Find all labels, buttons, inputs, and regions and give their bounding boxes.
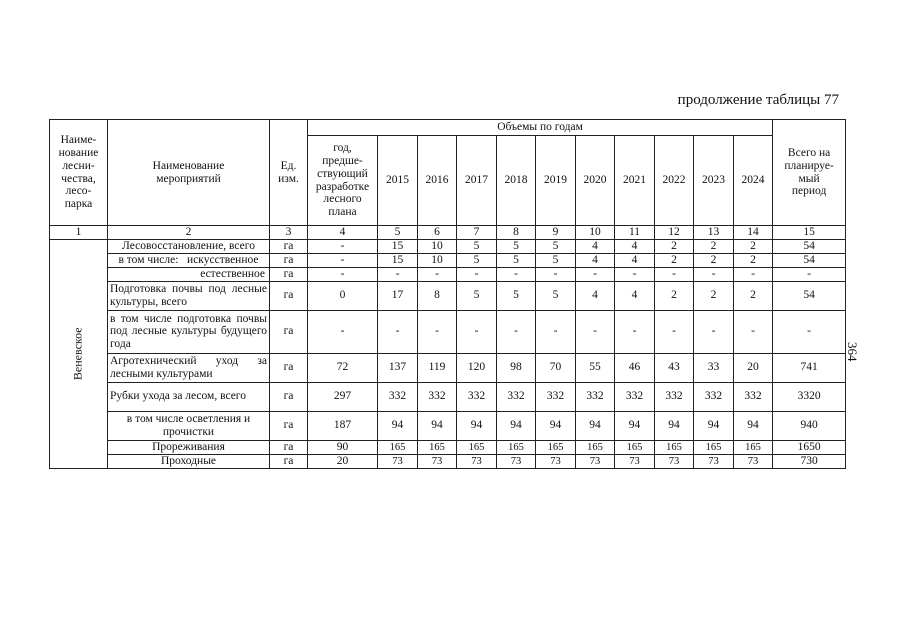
total-cell: 1650 — [773, 440, 846, 454]
total-cell: 54 — [773, 281, 846, 310]
total-cell: - — [773, 267, 846, 281]
year-value: 332 — [536, 382, 576, 411]
year-value: 5 — [536, 239, 576, 253]
column-number: 4 — [308, 226, 378, 240]
column-number-row — [50, 226, 846, 240]
total-cell: 54 — [773, 253, 846, 267]
forestry-name-cell — [50, 239, 108, 468]
year-value: - — [536, 267, 576, 281]
year-value: 2 — [734, 281, 773, 310]
year-value: 5 — [536, 281, 576, 310]
year-value: 4 — [576, 253, 615, 267]
year-value: - — [694, 310, 734, 353]
year-value: 73 — [536, 454, 576, 468]
year-value: 94 — [615, 411, 655, 440]
activity-name: естественное — [108, 267, 270, 281]
year-value: - — [457, 267, 497, 281]
prev-year-cell: 187 — [308, 411, 378, 440]
header-year: 2017 — [457, 136, 497, 226]
page-number: 364 — [845, 342, 860, 362]
year-value: 119 — [418, 353, 457, 382]
year-value: 332 — [694, 382, 734, 411]
year-value: 17 — [378, 281, 418, 310]
unit-cell: га — [270, 239, 308, 253]
year-value: 2 — [694, 281, 734, 310]
year-value: 4 — [615, 253, 655, 267]
year-value: 332 — [576, 382, 615, 411]
prev-year-cell: - — [308, 267, 378, 281]
table-row — [50, 411, 846, 440]
year-value: 20 — [734, 353, 773, 382]
year-value: 4 — [615, 239, 655, 253]
year-value: 2 — [655, 281, 694, 310]
year-value: 332 — [734, 382, 773, 411]
year-value: 94 — [457, 411, 497, 440]
year-value: 15 — [378, 239, 418, 253]
year-value: 94 — [734, 411, 773, 440]
total-cell: 3320 — [773, 382, 846, 411]
year-value: 10 — [418, 239, 457, 253]
year-value: 73 — [655, 454, 694, 468]
year-value: 73 — [457, 454, 497, 468]
column-number: 13 — [694, 226, 734, 240]
year-value: 94 — [536, 411, 576, 440]
header-unit: Ед. изм. — [270, 120, 308, 226]
column-number: 1 — [50, 226, 108, 240]
year-value: - — [655, 267, 694, 281]
year-value: - — [497, 267, 536, 281]
column-number: 5 — [378, 226, 418, 240]
unit-cell: га — [270, 353, 308, 382]
year-value: 120 — [457, 353, 497, 382]
year-value: 332 — [457, 382, 497, 411]
header-volumes-by-year: Объемы по годам — [308, 120, 773, 136]
table-row — [50, 239, 846, 253]
year-value: - — [576, 310, 615, 353]
unit-cell: га — [270, 454, 308, 468]
year-value: - — [734, 310, 773, 353]
year-value: - — [418, 267, 457, 281]
column-number: 14 — [734, 226, 773, 240]
prev-year-cell: 0 — [308, 281, 378, 310]
year-value: 2 — [655, 253, 694, 267]
column-number: 3 — [270, 226, 308, 240]
activity-name: в том числе: искусственное — [108, 253, 270, 267]
unit-cell: га — [270, 382, 308, 411]
year-value: 332 — [378, 382, 418, 411]
year-value: 8 — [418, 281, 457, 310]
total-cell: 54 — [773, 239, 846, 253]
year-value: 4 — [576, 281, 615, 310]
header-year: 2022 — [655, 136, 694, 226]
forest-activities-table — [49, 119, 846, 469]
year-value: 2 — [694, 253, 734, 267]
year-value: 2 — [655, 239, 694, 253]
prev-year-cell: - — [308, 239, 378, 253]
table-caption: продолжение таблицы 77 — [677, 92, 839, 108]
year-value: 5 — [457, 239, 497, 253]
year-value: 165 — [418, 440, 457, 454]
year-value: 73 — [576, 454, 615, 468]
year-value: 94 — [418, 411, 457, 440]
table-row — [50, 454, 846, 468]
year-value: 55 — [576, 353, 615, 382]
year-value: 332 — [418, 382, 457, 411]
year-value: 43 — [655, 353, 694, 382]
header-year: 2024 — [734, 136, 773, 226]
column-number: 7 — [457, 226, 497, 240]
year-value: 165 — [734, 440, 773, 454]
prev-year-cell: 20 — [308, 454, 378, 468]
header-total: Всего на планируе- мый период — [773, 120, 846, 226]
header-year: 2020 — [576, 136, 615, 226]
year-value: 33 — [694, 353, 734, 382]
table-row — [50, 382, 846, 411]
year-value: - — [457, 310, 497, 353]
year-value: 73 — [378, 454, 418, 468]
activity-name: Агротехнический уход за лесными культурами — [108, 353, 270, 382]
year-value: - — [734, 267, 773, 281]
year-value: - — [655, 310, 694, 353]
unit-cell: га — [270, 411, 308, 440]
header-year: 2019 — [536, 136, 576, 226]
year-value: - — [615, 267, 655, 281]
year-value: 94 — [655, 411, 694, 440]
column-number: 11 — [615, 226, 655, 240]
year-value: 5 — [457, 281, 497, 310]
year-value: 5 — [497, 253, 536, 267]
year-value: 46 — [615, 353, 655, 382]
year-value: 5 — [457, 253, 497, 267]
year-value: 165 — [457, 440, 497, 454]
year-value: 73 — [418, 454, 457, 468]
header-year: 2021 — [615, 136, 655, 226]
year-value: - — [497, 310, 536, 353]
year-value: 2 — [694, 239, 734, 253]
year-value: 165 — [615, 440, 655, 454]
table-row — [50, 281, 846, 310]
header-prev-year: год, предше- ствующий разработке лесного плана — [308, 136, 378, 226]
year-value: 94 — [694, 411, 734, 440]
activity-name: в том числе осветления и прочистки — [108, 411, 270, 440]
prev-year-cell: 72 — [308, 353, 378, 382]
header-forestry: Наиме- нование лесни- чества, лесо- парка — [50, 120, 108, 226]
activity-name: Проходные — [108, 454, 270, 468]
activity-name: Подготовка почвы под лесные культуры, всего — [108, 281, 270, 310]
unit-cell: га — [270, 440, 308, 454]
column-number: 10 — [576, 226, 615, 240]
unit-cell: га — [270, 267, 308, 281]
activity-name: Рубки ухода за лесом, всего — [108, 382, 270, 411]
year-value: 10 — [418, 253, 457, 267]
table-row — [50, 353, 846, 382]
year-value: 332 — [615, 382, 655, 411]
column-number: 8 — [497, 226, 536, 240]
total-cell: 730 — [773, 454, 846, 468]
year-value: 165 — [536, 440, 576, 454]
year-value: 4 — [576, 239, 615, 253]
year-value: - — [378, 310, 418, 353]
year-value: 94 — [497, 411, 536, 440]
year-value: 332 — [497, 382, 536, 411]
header-year: 2018 — [497, 136, 536, 226]
prev-year-cell: - — [308, 310, 378, 353]
year-value: 2 — [734, 239, 773, 253]
year-value: 4 — [615, 281, 655, 310]
total-cell: 741 — [773, 353, 846, 382]
year-value: - — [378, 267, 418, 281]
unit-cell: га — [270, 253, 308, 267]
year-value: 94 — [378, 411, 418, 440]
prev-year-cell: - — [308, 253, 378, 267]
table-row — [50, 253, 846, 267]
year-value: 73 — [694, 454, 734, 468]
column-number: 2 — [108, 226, 270, 240]
header-activity: Наименование мероприятий — [108, 120, 270, 226]
activity-name: Прореживания — [108, 440, 270, 454]
year-value: 94 — [576, 411, 615, 440]
year-value: 165 — [497, 440, 536, 454]
year-value: 73 — [615, 454, 655, 468]
year-value: 5 — [497, 281, 536, 310]
forestry-name: Веневское — [70, 327, 85, 381]
year-value: 137 — [378, 353, 418, 382]
year-value: 73 — [734, 454, 773, 468]
year-value: 70 — [536, 353, 576, 382]
header-year: 2015 — [378, 136, 418, 226]
year-value: 98 — [497, 353, 536, 382]
year-value: 165 — [694, 440, 734, 454]
header-year: 2023 — [694, 136, 734, 226]
year-value: 165 — [655, 440, 694, 454]
year-value: 5 — [536, 253, 576, 267]
unit-cell: га — [270, 310, 308, 353]
year-value: - — [576, 267, 615, 281]
prev-year-cell: 297 — [308, 382, 378, 411]
total-cell: - — [773, 310, 846, 353]
unit-cell: га — [270, 281, 308, 310]
year-value: 73 — [497, 454, 536, 468]
year-value: - — [615, 310, 655, 353]
column-number: 15 — [773, 226, 846, 240]
header-year: 2016 — [418, 136, 457, 226]
total-cell: 940 — [773, 411, 846, 440]
table-row — [50, 267, 846, 281]
year-value: 2 — [734, 253, 773, 267]
activity-name: Лесовосстановление, всего — [108, 239, 270, 253]
year-value: - — [418, 310, 457, 353]
year-value: 332 — [655, 382, 694, 411]
year-value: 5 — [497, 239, 536, 253]
year-value: 165 — [378, 440, 418, 454]
year-value: 15 — [378, 253, 418, 267]
year-value: - — [694, 267, 734, 281]
table-row — [50, 310, 846, 353]
year-value: 165 — [576, 440, 615, 454]
column-number: 6 — [418, 226, 457, 240]
year-value: - — [536, 310, 576, 353]
prev-year-cell: 90 — [308, 440, 378, 454]
table-row — [50, 440, 846, 454]
column-number: 9 — [536, 226, 576, 240]
column-number: 12 — [655, 226, 694, 240]
activity-name: в том числе подготовка почвы под лесные культуры будущего года — [108, 310, 270, 353]
